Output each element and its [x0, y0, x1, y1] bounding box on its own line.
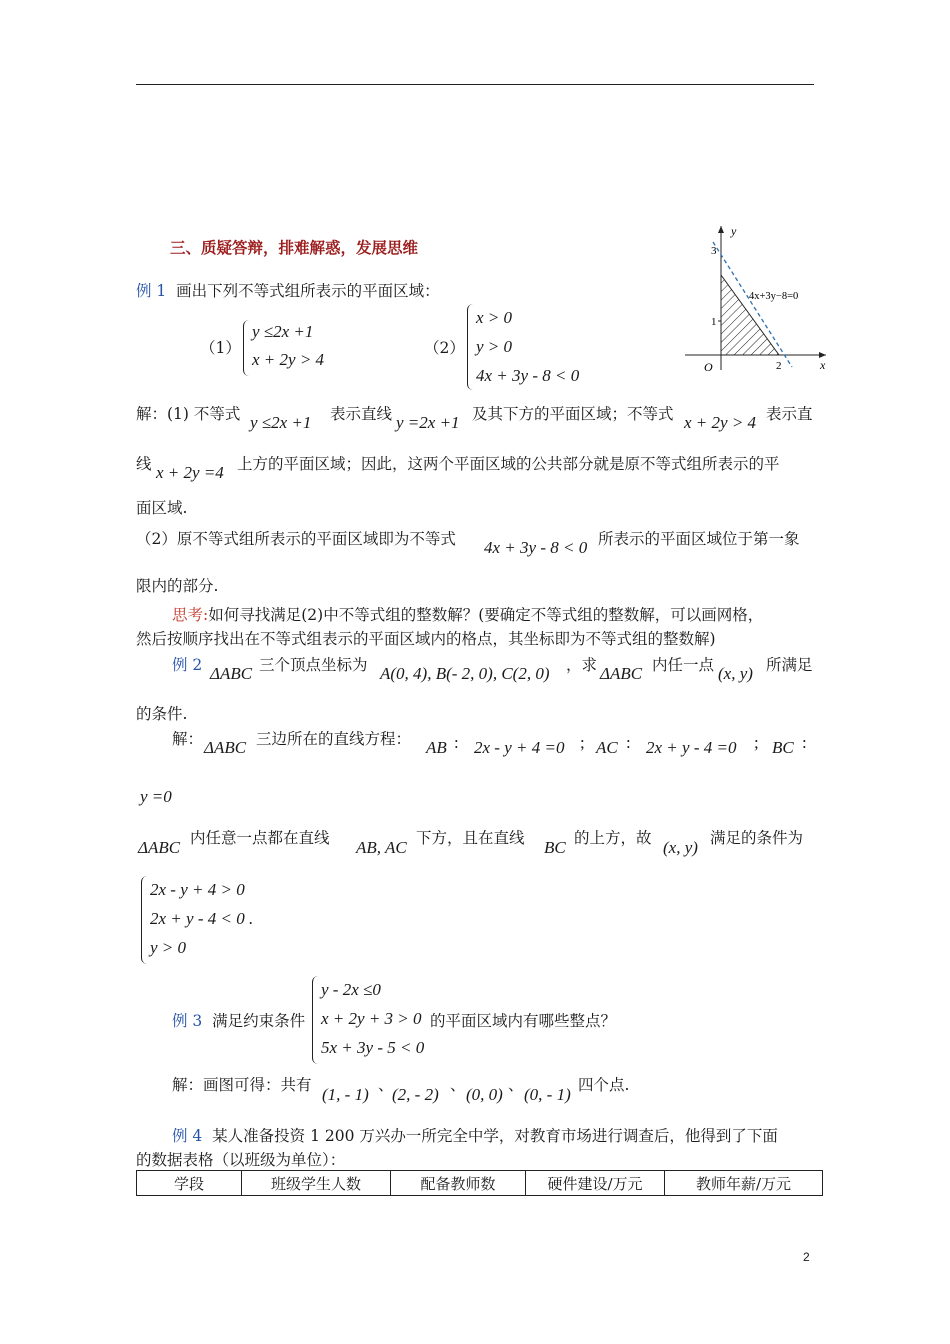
- example-4-label: 例 4: [172, 1127, 203, 1145]
- separator-1: 、: [378, 1076, 394, 1094]
- example-3-solution: 解：画图可得：共有: [172, 1076, 312, 1094]
- system-1: [243, 320, 354, 376]
- example-3-label: 例 3: [172, 1012, 203, 1030]
- example-1-prompt: [136, 279, 440, 301]
- table-header: 班级学生人数: [242, 1171, 391, 1196]
- solution-1-math-3: x + 2y > 4: [684, 413, 757, 432]
- table-header-row: [137, 1171, 823, 1196]
- think-line-2: 然后按顺序找出在不等式组表示的平面区域内的格点，其坐标即为不等式组的整数解): [136, 630, 716, 648]
- origin-label: O: [704, 360, 713, 374]
- line-bc-label: BC: [772, 738, 794, 757]
- example-3-end: 四个点.: [578, 1076, 630, 1094]
- example-2-text-9: 满足的条件为: [710, 829, 804, 847]
- example-2-points: A(0, 4), B(- 2, 0), C(2, 0): [380, 664, 550, 683]
- example-2-system-line-3: y > 0: [150, 938, 187, 957]
- y-axis-label: y: [731, 224, 737, 238]
- x-axis-label: x: [820, 358, 826, 372]
- solution-1-text-f: 上方的平面区域；因此，这两个平面区域的公共部分就是原不等式组所表示的平: [237, 455, 780, 473]
- system-2: [467, 304, 608, 390]
- solution-1-text-g: 面区域.: [136, 499, 188, 517]
- system-1-line-1: y ≤2x +1: [252, 322, 314, 341]
- example-3-intro: [172, 1009, 305, 1031]
- line-bc-label-2: BC: [544, 838, 566, 857]
- solution-1-math-1: y ≤2x +1: [250, 413, 312, 432]
- example-2-triangle: ΔABC: [210, 664, 253, 683]
- solution-1-math-2: y =2x +1: [396, 413, 460, 432]
- example-3-text-1: 满足约束条件: [212, 1012, 306, 1030]
- integer-point-1: (1, - 1): [322, 1085, 369, 1104]
- integer-point-2: (2, - 2): [392, 1085, 439, 1104]
- example-2-triangle-3: ΔABC: [204, 738, 247, 757]
- example-2-text-4: 所满足: [766, 656, 813, 674]
- example-2-text-7: 下方，且在直线: [416, 829, 525, 847]
- example-2-text-8: 的上方，故: [574, 829, 652, 847]
- solution-2-text-c: 限内的部分.: [136, 577, 219, 595]
- system-2-line-3: 4x + 3y - 8 < 0: [476, 366, 580, 385]
- y-axis-arrow: [718, 226, 724, 233]
- example-2-solution-label: 解：: [172, 730, 204, 748]
- integer-point-4: (0, - 1): [524, 1085, 571, 1104]
- example-2-label: 例 2: [172, 656, 203, 674]
- section-heading: 三、质疑答辩，排难解惑，发展思维: [170, 238, 419, 257]
- separator-2: 、: [450, 1076, 466, 1094]
- lines-ab-ac: AB, AC: [356, 838, 407, 857]
- example-2-point-xy: (x, y): [718, 664, 753, 683]
- solution-2-text-b: 所表示的平面区域位于第一象: [598, 530, 800, 548]
- example-2-text-1: 三个顶点坐标为: [259, 656, 368, 674]
- example-2-text-6: 内任意一点都在直线: [190, 829, 330, 847]
- region-figure: [680, 222, 830, 374]
- example-3-system-line-3: 5x + 3y - 5 < 0: [321, 1038, 425, 1057]
- example-3-system-line-1: y - 2x ≤0: [321, 980, 381, 999]
- solution-1-text-b: 表示直线: [330, 405, 393, 423]
- system-1-line-2: x + 2y > 4: [252, 350, 325, 369]
- example-2-point-xy-2: (x, y): [663, 838, 698, 857]
- integer-point-3: (0, 0): [466, 1085, 503, 1104]
- header-rule: [136, 84, 814, 85]
- tick-label-y-1: 1: [711, 316, 717, 328]
- system-2-line-1: x > 0: [476, 308, 513, 327]
- example-2-text-3: 内任一点: [652, 656, 715, 674]
- example-2-triangle-4: ΔABC: [138, 838, 181, 857]
- line-ac-equation: 2x + y - 4 =0: [646, 738, 737, 757]
- example-4-text-1: 某人准备投资 1 200 万兴办一所完全中学，对教育市场进行调查后，他得到了下面: [212, 1127, 778, 1145]
- table-header: 硬件建设/万元: [526, 1171, 665, 1196]
- table-header: 学段: [137, 1171, 242, 1196]
- solution-1-text-a: 解：(1) 不等式: [136, 405, 241, 423]
- example-2-system: [141, 876, 282, 964]
- line-bc-equation: y =0: [140, 787, 172, 806]
- solution-1-text-d: 表示直: [766, 405, 813, 423]
- example-3-text-2: 的平面区域内有哪些整点？: [430, 1012, 617, 1030]
- shaded-region: [721, 275, 779, 355]
- example-3-system-line-2: x + 2y + 3 > 0: [321, 1009, 422, 1028]
- think-line-1: [172, 603, 763, 625]
- tick-label-x-2: 2: [776, 360, 782, 372]
- example-4-text-2: 的数据表格（以班级为单位）：: [136, 1151, 346, 1169]
- page-number: 2: [803, 1250, 810, 1264]
- example-1-text: 画出下列不等式组所表示的平面区域：: [176, 282, 440, 300]
- example-2-text-5: 的条件.: [136, 705, 188, 723]
- data-table: [136, 1170, 823, 1196]
- example-2-system-line-1: 2x - y + 4 > 0: [150, 880, 245, 899]
- solution-2-text-a: （2）原不等式组所表示的平面区域即为不等式: [136, 530, 456, 548]
- example-3-system: [312, 976, 443, 1064]
- think-label: 思考:: [172, 606, 209, 624]
- tick-label-y-3: 3: [711, 245, 717, 257]
- example-2-solution-text: 三边所在的直线方程：: [256, 730, 412, 748]
- line-ac-label: AC: [596, 738, 618, 757]
- example-2-text-2: ，求: [566, 656, 598, 674]
- system-2-line-2: y > 0: [476, 337, 513, 356]
- solution-1-text-e: 线: [136, 455, 152, 473]
- example-2-system-line-2: 2x + y - 4 < 0 .: [150, 909, 254, 928]
- solution-2-math: 4x + 3y - 8 < 0: [484, 538, 588, 557]
- line-label: 4x+3y−8=0: [749, 291, 799, 302]
- line-ab-label: AB: [426, 738, 447, 757]
- part-2-label: （2）: [424, 339, 465, 357]
- example-1-label: 例 1: [136, 282, 167, 300]
- part-1-label: （1）: [200, 339, 241, 357]
- example-2-triangle-2: ΔABC: [600, 664, 643, 683]
- table-header: 教师年薪/万元: [665, 1171, 823, 1196]
- think-text-1: 如何寻找满足(2)中不等式组的整数解？(要确定不等式组的整数解，可以画网格，: [208, 606, 764, 624]
- example-4-line-1: [172, 1124, 778, 1146]
- line-ab-equation: 2x - y + 4 =0: [474, 738, 565, 757]
- separator-3: 、: [508, 1076, 524, 1094]
- solution-1-math-4: x + 2y =4: [156, 463, 224, 482]
- solution-1-text-c: 及其下方的平面区域；不等式: [472, 405, 674, 423]
- table-header: 配备教师数: [391, 1171, 526, 1196]
